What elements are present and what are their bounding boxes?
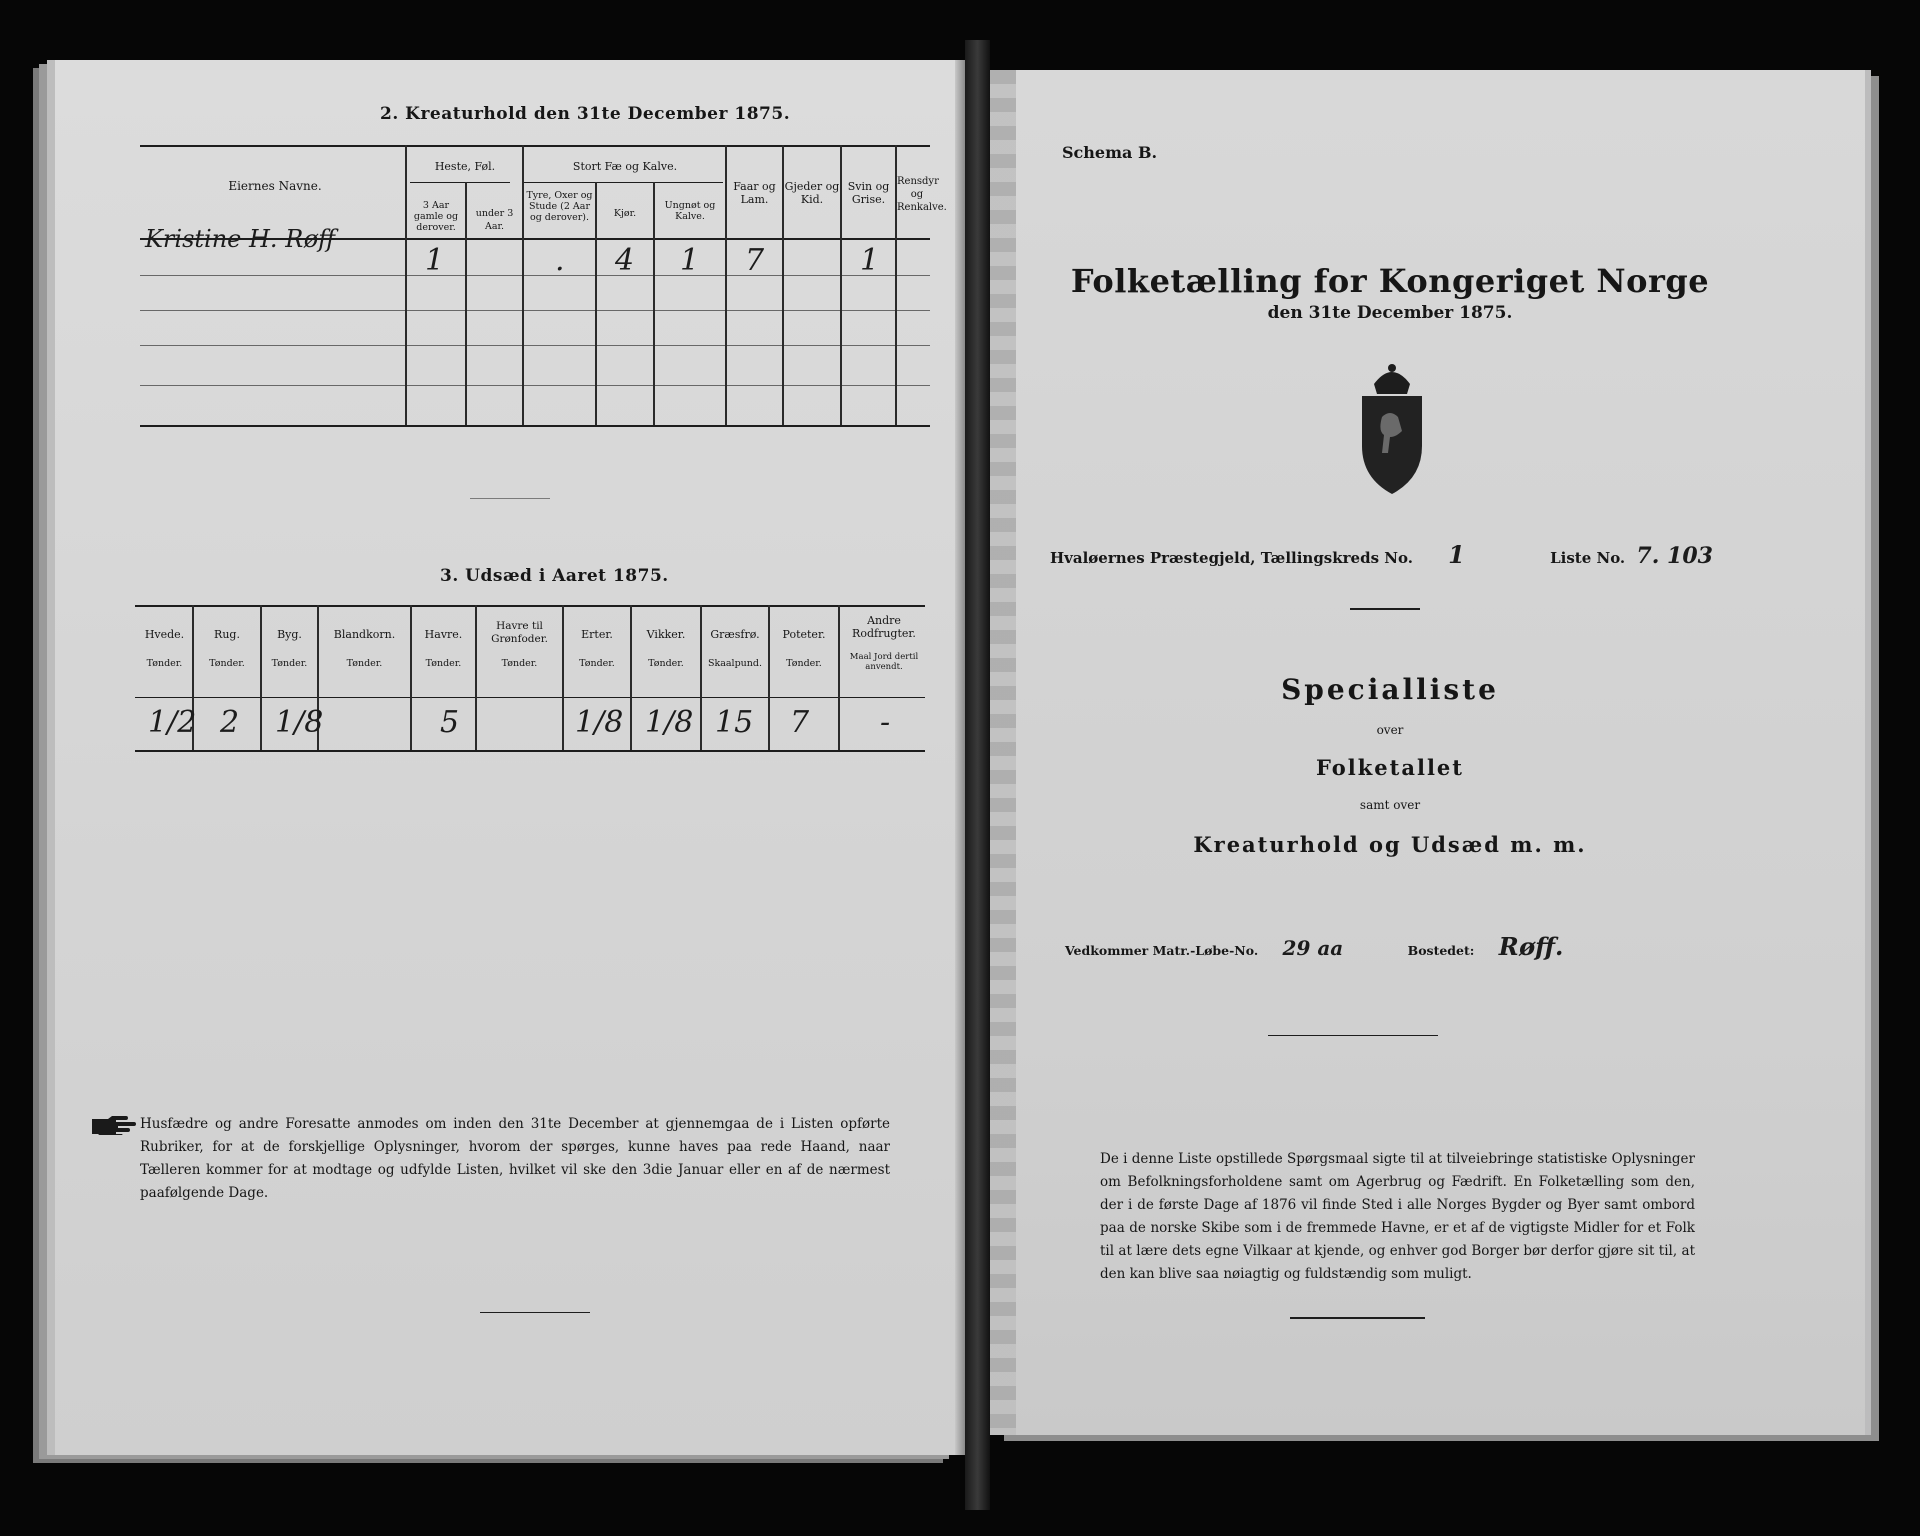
schema-label: Schema B. (1062, 143, 1158, 162)
unit-vikker: Tønder. (648, 658, 684, 669)
unit-havre: Tønder. (425, 658, 462, 669)
val-graesfro: 15 (715, 705, 754, 740)
col-havre-gronfoder: Havre til Grønfoder. (491, 620, 548, 645)
col-hvede: Hvede. (144, 628, 185, 641)
title-rule (1350, 608, 1420, 610)
folketallet: Folketallet (1316, 755, 1464, 780)
col-byg: Byg. (277, 628, 302, 641)
col-havre: Havre. (424, 628, 463, 641)
section3-title: 3. Udsæd i Aaret 1875. (440, 566, 669, 586)
col-poteter: Poteter. (782, 628, 826, 641)
col-faar: Faar og Lam. (733, 180, 776, 206)
val-poteter: 7 (790, 705, 810, 740)
stort-fae-group-header: Stort Fæ og Kalve. (572, 160, 678, 173)
val-vikker: 1/8 (645, 705, 694, 740)
col-under3: under 3 Aar. (475, 208, 514, 232)
col-tyre: Tyre, Oxer og Stude (2 Aar og derover). (526, 190, 593, 223)
col-graesfro: Græsfrø. (710, 628, 760, 641)
unit-byg: Tønder. (271, 658, 308, 669)
val-svin: 1 (860, 243, 880, 278)
unit-erter: Tønder. (579, 658, 615, 669)
unit-poteter: Tønder. (786, 658, 822, 669)
matr-line (1065, 932, 1563, 961)
mid-rule-right (1268, 1035, 1438, 1036)
samt-over: samt over (1359, 798, 1421, 812)
matr-prefix: Vedkommer Matr.-Løbe-No. (1065, 943, 1259, 958)
unit-havre-gronfoder: Tønder. (501, 658, 538, 669)
place-prefix: Hvaløernes Præstegjeld, Tællingskreds No. (1050, 549, 1413, 567)
section2-title: 2. Kreaturhold den 31te December 1875. (380, 104, 791, 124)
val-kjor: 4 (615, 243, 635, 278)
unit-rug: Tønder. (209, 658, 245, 669)
liste-prefix: Liste No. (1550, 549, 1626, 567)
col-rug: Rug. (214, 628, 240, 641)
main-title: Folketælling for Kongeriget Norge (1070, 262, 1710, 300)
seed-table (80, 600, 930, 750)
val-faar: 7 (745, 243, 765, 278)
kreds-no: 1 (1448, 540, 1465, 569)
left-footnote: Husfædre og andre Foresatte anmodes om inden den 31te December at gjennemgaa de i Listen opførte Rubriker, for at de forskjellige Oplysninger, hvorom der spørges, kunne haves paa rede Haand, naar Tælleren kommer for at modtage og udfylde Listen, hvilket vil ske den 3die Januar eller en af de nærmest paafølgende Dage. (140, 1116, 890, 1201)
val-erter: 1/8 (575, 705, 624, 740)
date-line: den 31te December 1875. (1267, 303, 1513, 323)
val-byg: 1/8 (275, 705, 324, 740)
val-andre: - (880, 705, 891, 740)
val-rug: 2 (220, 705, 240, 740)
matr-no: 29 aa (1282, 936, 1344, 960)
unit-graesfro: Skaalpund. (707, 658, 763, 669)
col-andre-rodfrugter: Andre Rodfrugter. (852, 614, 916, 640)
bostedet-prefix: Bostedet: (1407, 943, 1475, 958)
val-3aar: 1 (425, 243, 445, 278)
val-tyre: . (555, 243, 565, 278)
col-erter: Erter. (581, 628, 613, 641)
end-rule-right (1290, 1317, 1425, 1319)
col-rensdyr: Rensdyr og Renkalve. (897, 176, 947, 213)
liste-no: 7. 103 (1636, 543, 1713, 569)
val-havre: 5 (440, 705, 460, 740)
col-gjeder: Gjeder og Kid. (784, 180, 840, 206)
right-gutter (990, 70, 1016, 1435)
unit-blandkorn: Tønder. (346, 658, 383, 669)
left-gutter (955, 60, 965, 1455)
divider (470, 498, 550, 499)
coat-of-arms-icon (1352, 362, 1432, 497)
over-1: over (1376, 723, 1404, 737)
col-3aar: 3 Aar gamle og derover. (413, 200, 459, 233)
val-hvede: 1/2 (148, 705, 197, 740)
owner-header: Eiernes Navne. (228, 179, 322, 193)
place-line (1050, 540, 1770, 569)
owner-name: Kristine H. Røff (145, 225, 336, 253)
unit-andre-rodfrugter: Maal Jord dertil anvendt. (849, 652, 919, 672)
bostedet-value: Røff. (1498, 932, 1564, 961)
col-kjor: Kjør. (613, 208, 637, 219)
heste-group-header: Heste, Føl. (434, 160, 496, 173)
col-blandkorn: Blandkorn. (333, 628, 396, 641)
unit-hvede: Tønder. (146, 658, 183, 669)
kreaturhold-title: Kreaturhold og Udsæd m. m. (1193, 832, 1587, 857)
book-spine (965, 40, 990, 1510)
col-ungnot: Ungnøt og Kalve. (664, 200, 716, 222)
right-note: De i denne Liste opstillede Spørgsmaal sigte til at tilveiebringe statistiske Oplysninger om Befolkningsforholdene samt om Agerbrug og Fædrift. En Folketælling som den, der i de første Dage af 1876 vil finde Sted i alle Norges Bygder og Byer samt ombord paa de norske Skibe som i de fremmede Havne, er et af de vigtigste Midler for et Folk til at lære dets egne Vilkaar at kjende, og enhver god Borger bør derfor gjøre sit til, at den kan blive saa nøiagtig og fuldstændig som muligt. (1100, 1151, 1695, 1282)
livestock-table (85, 145, 947, 430)
pointing-hand-icon (90, 1113, 138, 1135)
val-ungnot: 1 (680, 243, 700, 278)
col-svin: Svin og Grise. (847, 180, 890, 206)
specialliste-title: Specialliste (1281, 673, 1499, 706)
end-rule-left (480, 1312, 590, 1313)
col-vikker: Vikker. (646, 628, 686, 641)
